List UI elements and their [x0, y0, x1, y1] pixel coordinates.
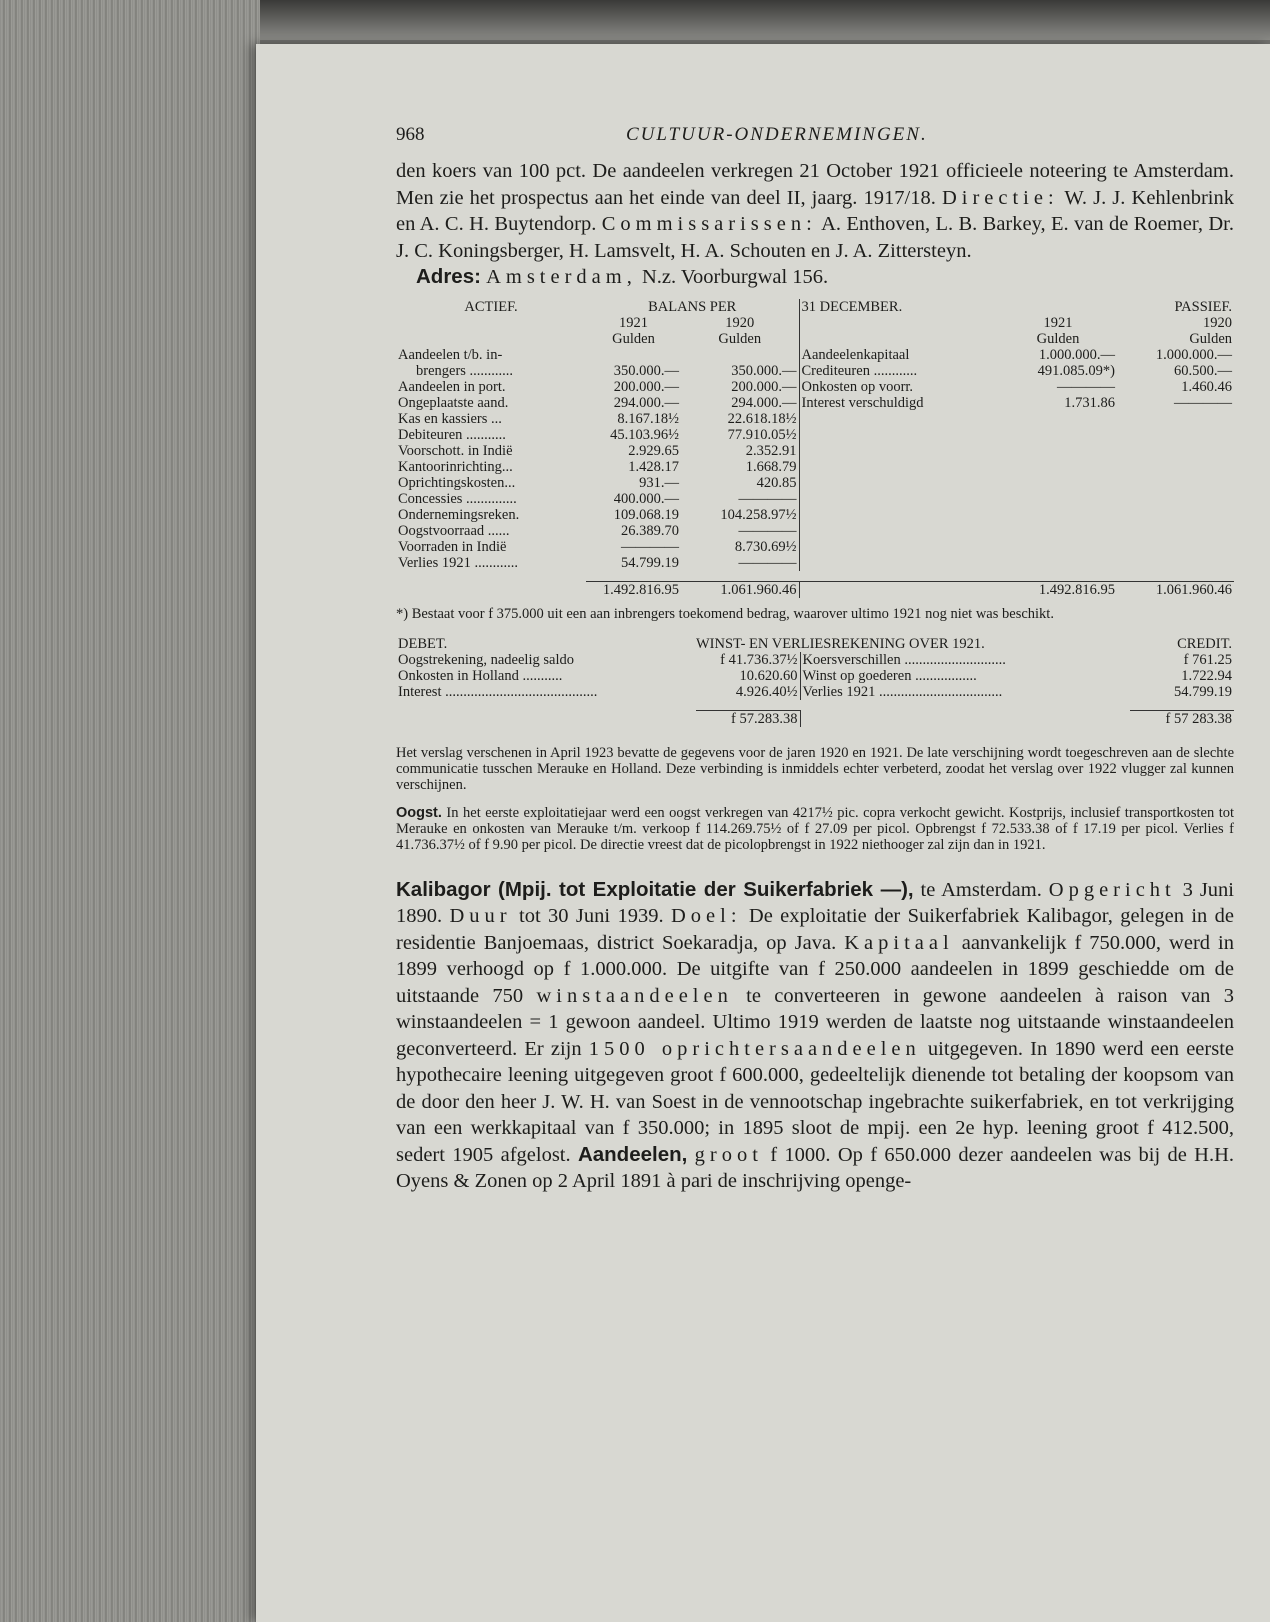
debet-item-value: f 41.736.37½: [720, 651, 798, 668]
oogst-label: Oogst.: [396, 804, 442, 821]
inschrijving-text: f 1000. Op f 650.000 dezer aandeelen was bij de H.H. Oyens & Zonen op 2 April 1891 à pari de inschrijving openge-: [396, 1143, 1235, 1192]
kapitaal-label: Kapitaal: [844, 931, 954, 954]
passief-item-1921: [999, 523, 1117, 539]
page-content: [396, 124, 1234, 1195]
actief-item-1920: ————: [738, 554, 797, 571]
actief-item-label: Voorschott. in Indië: [398, 442, 513, 459]
kalibagor-title: Kalibagor (Mpij. tot Exploitatie der Suikerfabriek —),: [396, 877, 914, 901]
debet-label: DEBET.: [398, 635, 448, 652]
actief-item-1921: 45.103.96½: [610, 426, 679, 443]
actief-item-label: Kantoorinrichting...: [398, 458, 513, 475]
doel-label: Doel:: [670, 905, 742, 927]
balance-row: [396, 363, 1234, 379]
unit-actief-1920: Gulden: [718, 330, 762, 347]
passief-item-label: [799, 523, 999, 539]
kapitaal-text: aanvankelijk f 750.000, werd in 1899 verhoogd op f 1.000.000. De uitgifte van f 250.000 aandeelen in 1899 geschiedde om de uitstaande 750: [396, 931, 1234, 1007]
pl-row: [396, 684, 1234, 700]
adres-label: Adres:: [416, 265, 481, 288]
actief-item-1921: 294.000.—: [613, 394, 679, 411]
actief-item-1920: 350.000.—: [731, 362, 797, 379]
actief-item-1921: 200.000.—: [613, 378, 679, 395]
profit-loss-account: [396, 636, 1234, 727]
commissarissen-names: A. Enthoven, L. B. Barkey, E. van de Roemer, Dr. J. C. Koningsberger, H. Lamsvelt, H. A. Schouten en J. A. Zittersteyn.: [396, 213, 1234, 262]
aandeelen-label: Aandeelen,: [577, 1142, 688, 1166]
actief-item-1920: 8.730.69½: [734, 538, 797, 555]
balance-row: [396, 539, 1234, 555]
total-actief-1920: 1.061.960.46: [681, 581, 799, 598]
actief-item-1921: 8.167.18½: [617, 410, 679, 427]
total-passief-1920: 1.061.960.46: [1117, 581, 1234, 598]
intro-text: den koers van 100 pct. De aandeelen verkregen 21 October 1921 officieele noteering te Amsterdam. Men zie het prospectus aan het einde van deel II, jaarg. 1917/18.: [396, 160, 1234, 209]
intro-paragraph: [396, 158, 1234, 264]
year-1920-passief: 1920: [1203, 314, 1232, 331]
actief-item-label: Debiteuren ...........: [398, 426, 506, 443]
conversion-text: te converteeren in gewone aandeelen à raison van 3 winstaandeelen = 1 gewoon aandeel. Ultimo 1919 werden de laatste nog uitstaande winstaandeelen geconverteerd. Er zijn: [396, 984, 1234, 1060]
commissarissen-label: Commissarissen:: [601, 213, 817, 235]
actief-item-label: Oprichtingskosten...: [398, 474, 516, 491]
opgericht-date: 3 Juni 1890.: [396, 878, 1234, 927]
actief-item-label: Oogstvoorraad ......: [398, 522, 510, 539]
running-title: CULTUUR-ONDERNEMINGEN.: [626, 124, 928, 145]
actief-item-label: Aandeelen in port.: [398, 378, 506, 395]
kalibagor-section: [396, 877, 1234, 1195]
debet-item-label: Oogstrekening, nadeelig saldo: [398, 651, 574, 668]
actief-item-label: brengers ............: [416, 362, 514, 379]
actief-item-label: Kas en kassiers ...: [398, 410, 502, 427]
actief-item-1920: 2.352.91: [745, 442, 797, 459]
balance-footnote: *) Bestaat voor f 375.000 uit een aan inbrengers toekomend bedrag, waarover ultimo 1921 nog niet was beschikt.: [396, 605, 1054, 622]
verslag-paragraph: Het verslag verschenen in April 1923 bevatte de gegevens voor de jaren 1920 en 1921. De late verschijning wordt toegeschreven aan de slechte communicatie tusschen Merauke en Holland. Deze verbinding is inmiddels echter verbeterd, zoodat het verslag over 1922 vlugger zal kunnen verschijnen.: [396, 744, 1234, 793]
directie-names: W. J. J. Kehlenbrink en A. C. H. Buytendorp.: [396, 186, 1234, 235]
pl-row: [396, 652, 1234, 668]
balance-row: [396, 507, 1234, 523]
adres-street: N.z. Voorburgwal 156.: [636, 266, 829, 288]
duur-label: Duur: [449, 905, 512, 927]
balance-row: [396, 379, 1234, 395]
passief-item-1921: [999, 555, 1117, 571]
passief-item-1921: [999, 539, 1117, 555]
passief-item-1920: [1117, 523, 1234, 539]
passief-item-1920: [1117, 411, 1234, 427]
actief-item-1920: 1.668.79: [745, 458, 797, 475]
passief-item-1921: [999, 427, 1117, 443]
passief-item-1920: [1117, 555, 1234, 571]
page-number: 968: [396, 124, 425, 145]
credit-heading: CREDIT.: [1177, 635, 1232, 652]
actief-item-1921: 2.929.65: [628, 442, 679, 459]
actief-item-1921: [586, 347, 681, 363]
passief-item-1921: 1.731.86: [1064, 394, 1115, 411]
kalibagor-paragraph: [396, 877, 1234, 1195]
debet-item-value: 10.620.60: [739, 667, 798, 684]
actief-item-1920: 104.258.97½: [720, 506, 797, 523]
passief-item-label: [799, 459, 999, 475]
passief-item-label: [799, 491, 999, 507]
passief-item-label: [799, 555, 999, 571]
directie-label: Directie:: [941, 186, 1059, 209]
actief-item-1921: 1.428.17: [628, 458, 679, 475]
passief-item-1920: [1117, 459, 1234, 475]
actief-item-1920: 420.85: [756, 474, 797, 491]
passief-item-1920: 1.000.000.—: [1155, 346, 1232, 363]
actief-item-1920: 294.000.—: [731, 394, 797, 411]
actief-item-1921: 54.799.19: [621, 554, 679, 571]
winstaandeelen-label: winstaandeelen: [536, 984, 733, 1007]
passief-item-1920: [1117, 539, 1234, 555]
opgericht-label: Opgericht: [1048, 878, 1176, 901]
actief-item-1921: 350.000.—: [613, 362, 679, 379]
passief-item-label: [799, 507, 999, 523]
passief-item-1921: [999, 475, 1117, 491]
pl-row: [396, 668, 1234, 684]
total-debet: f 57.283.38: [696, 710, 800, 727]
actief-item-1921: 109.068.19: [613, 506, 679, 523]
passief-item-1920: 60.500.—: [1174, 362, 1232, 379]
passief-item-label: Interest verschuldigd: [799, 395, 999, 411]
passief-item-label: [799, 539, 999, 555]
passief-item-1921: [999, 491, 1117, 507]
unit-passief-1920: Gulden: [1189, 330, 1232, 347]
credit-item-label: Koersverschillen ............................: [800, 652, 1130, 668]
balance-title-left: BALANS PER: [648, 298, 737, 315]
year-1921-passief: 1921: [1043, 314, 1073, 331]
balance-rows: [396, 347, 1234, 571]
year-1920-actief: 1920: [725, 314, 755, 331]
passief-item-label: Aandeelenkapitaal: [799, 347, 999, 363]
balance-row: [396, 523, 1234, 539]
total-credit: f 57 283.38: [1130, 710, 1234, 727]
balance-row: [396, 411, 1234, 427]
balance-row: [396, 555, 1234, 571]
passief-item-label: Crediteuren ............: [799, 363, 999, 379]
actief-item-1920: 200.000.—: [731, 378, 797, 395]
credit-item-value: 54.799.19: [1174, 683, 1232, 700]
credit-item-label: Winst op goederen .................: [800, 668, 1130, 684]
balance-title-right: 31 DECEMBER.: [799, 299, 999, 315]
actief-item-1920: [681, 347, 799, 363]
balance-row: [396, 427, 1234, 443]
actief-item-label: Verlies 1921 ............: [398, 554, 519, 571]
passief-item-label: [799, 475, 999, 491]
passief-item-1920: [1117, 443, 1234, 459]
actief-item-1921: 931.—: [639, 474, 679, 491]
balance-sheet: [396, 299, 1234, 598]
actief-item-1921: ————: [621, 538, 679, 555]
duur-date: tot 30 Juni 1939.: [511, 905, 671, 927]
debet-heading: [396, 636, 696, 652]
leening-text: uitgegeven. In 1890 werd een eerste hypothecaire leening uitgegeven groot f 600.000, gedeeltelijk dienende tot betaling der koopsom van de door den heer J. W. H. van Soest in de vennootschap ingebrachte suikerfabriek, en tot verkrijging van een werkkapitaal van f 350.000; in 1895 sloot de mpij. een 2e hyp. leening groot f 412.500, sedert 1905 afgelost.: [396, 1037, 1234, 1166]
passief-item-1921: [999, 507, 1117, 523]
groot-label: groot: [694, 1143, 763, 1166]
passief-item-1921: [999, 443, 1117, 459]
actief-item-label: Aandeelen t/b. in-: [398, 346, 503, 363]
passief-item-1921: [999, 459, 1117, 475]
actief-item-1921: 400.000.—: [613, 490, 679, 507]
actief-item-1920: 77.910.05½: [727, 426, 797, 443]
actief-item-label: Voorraden in Indië: [398, 538, 507, 555]
unit-actief-1921: Gulden: [612, 330, 655, 347]
oogst-paragraph: [396, 805, 1234, 853]
unit-passief-1921: Gulden: [1036, 330, 1080, 347]
actief-item-1920: 22.618.18½: [727, 410, 797, 427]
pl-title: WINST- EN VERLIESREKENING OVER 1921.: [696, 635, 985, 652]
actief-item-1920: ————: [738, 490, 797, 507]
address-line: [396, 264, 1234, 291]
passief-item-label: Onkosten op voorr.: [799, 379, 999, 395]
credit-item-label: Verlies 1921 ..................................: [800, 684, 1130, 700]
balance-row: [396, 491, 1234, 507]
passief-item-1921: 1.000.000.—: [1038, 346, 1115, 363]
book-page-stack: [0, 0, 260, 1622]
passief-item-1920: [1117, 475, 1234, 491]
oprichtersaandeelen-label: 1500 oprichtersaandeelen: [588, 1037, 921, 1060]
passief-item-1920: [1117, 507, 1234, 523]
actief-item-1920: ————: [738, 522, 797, 539]
balance-row: [396, 395, 1234, 411]
passief-item-1920: 1.460.46: [1181, 378, 1232, 395]
actief-item-label: Ondernemingsreken.: [398, 506, 520, 523]
credit-item-value: f 761.25: [1183, 651, 1232, 668]
balance-row: [396, 475, 1234, 491]
passief-item-1921: ————: [1057, 378, 1115, 395]
doel-text: De exploitatie der Suikerfabriek Kalibagor, gelegen in de residentie Banjoemaas, district Soekaradja, op Java.: [396, 905, 1234, 954]
passief-item-label: [799, 411, 999, 427]
oogst-text: In het eerste exploitatiejaar werd een oogst verkregen van 4217½ pic. copra verkocht gewicht. Kostprijs, inclusief transportkosten tot Merauke en onkosten van Merauke t/m. verkoop f 114.269.75½ of f 27.09 per picol. Opbrengst f 72.533.38 of f 17.19 per picol. Verlies f 41.736.37½ of f 9.90 per picol. De directie vreest dat de picolopbrengst in 1922 niethooger zal zijn dan in 1921.: [396, 804, 1234, 853]
passief-item-1920: [1117, 427, 1234, 443]
adres-city: Amsterdam,: [486, 266, 637, 288]
passief-item-1920: ————: [1174, 394, 1232, 411]
actief-heading: ACTIEF.: [464, 298, 518, 315]
actief-item-1921: 26.389.70: [621, 522, 679, 539]
passief-item-label: [799, 427, 999, 443]
total-passief-1921: 1.492.816.95: [999, 581, 1117, 598]
passief-item-1920: [1117, 491, 1234, 507]
pl-rows: [396, 652, 1234, 700]
running-header: [396, 124, 1234, 158]
passief-item-1921: [999, 411, 1117, 427]
passief-item-label: [799, 443, 999, 459]
passief-item-1921: 491.085.09*): [1037, 362, 1115, 379]
year-1921-actief: 1921: [619, 314, 648, 331]
kalibagor-location: te Amsterdam.: [913, 878, 1049, 901]
balance-row: [396, 347, 1234, 363]
debet-item-value: 4.926.40½: [735, 683, 798, 700]
book-page: [256, 44, 1270, 1622]
balance-row: [396, 443, 1234, 459]
balance-row: [396, 459, 1234, 475]
debet-item-label: Interest ..........................................: [398, 683, 598, 700]
debet-item-label: Onkosten in Holland ...........: [398, 667, 563, 684]
total-actief-1921: 1.492.816.95: [586, 581, 681, 598]
passief-heading: PASSIEF.: [1174, 298, 1232, 315]
actief-item-label: Concessies ..............: [398, 490, 517, 507]
actief-item-label: Ongeplaatste aand.: [398, 394, 509, 411]
credit-item-value: 1.722.94: [1181, 667, 1232, 684]
